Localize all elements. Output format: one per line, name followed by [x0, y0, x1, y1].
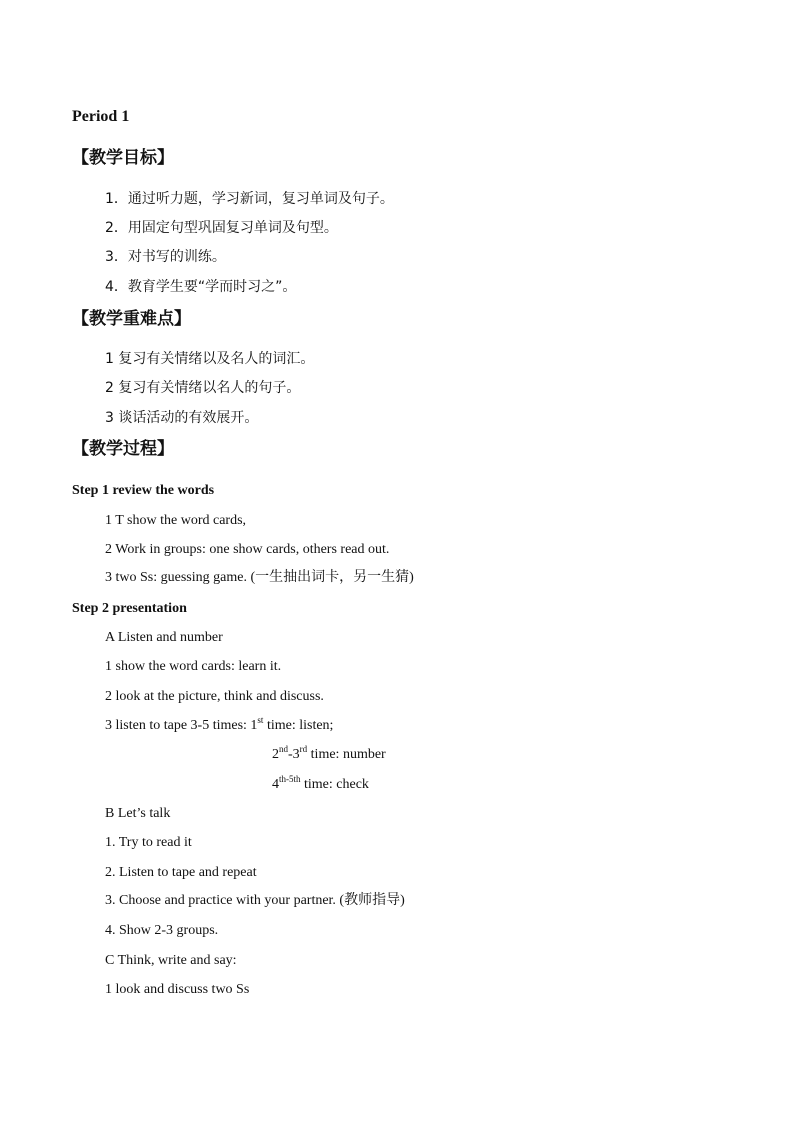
step1-item: 2 Work in groups: one show cards, others read out.: [105, 542, 390, 557]
part-a-number-line: 2nd-3rd time: number: [272, 744, 386, 762]
part-c-item: 1 look and discuss two Ss: [105, 982, 250, 997]
part-a-listen-line: 3 listen to tape 3-5 times: 1st time: listen;: [105, 715, 334, 733]
key-point-item: 2 复习有关情绪以名人的句子。: [105, 380, 301, 396]
part-c-heading: C Think, write and say:: [105, 953, 237, 968]
objective-item: 2．用固定句型巩固复习单词及句型。: [105, 220, 338, 236]
part-a-check-line: $4^{th-5th}$ time: check: [272, 774, 369, 792]
section-heading-key-points: 【教学重难点】: [72, 309, 191, 329]
part-b-item: 4. Show 2-3 groups.: [105, 923, 219, 938]
objective-item: 4．教育学生要“学而时习之”。: [105, 279, 297, 295]
period-title: Period 1: [72, 108, 130, 125]
part-a-item: 2 look at the picture, think and discuss.: [105, 689, 324, 704]
objective-item: 1．通过听力题，学习新词，复习单词及句子。: [105, 191, 394, 207]
part-b-item: 3. Choose and practice with your partner. (教师指导): [105, 893, 405, 908]
key-point-item: 3 谈话活动的有效展开。: [105, 410, 259, 426]
objective-item: 3．对书写的训练。: [105, 249, 226, 265]
part-b-heading: B Let’s talk: [105, 806, 171, 821]
section-heading-process: 【教学过程】: [72, 439, 174, 459]
step1-item: 3 two Ss: guessing game. (一生抽出词卡，另一生猜): [105, 570, 414, 585]
step1-item: 1 T show the word cards,: [105, 513, 247, 528]
step2-heading: Step 2 presentation: [72, 601, 187, 616]
step1-heading: Step 1 review the words: [72, 483, 215, 498]
part-b-item: 1. Try to read it: [105, 835, 192, 850]
key-point-item: 1 复习有关情绪以及名人的词汇。: [105, 351, 315, 367]
section-heading-objectives: 【教学目标】: [72, 148, 174, 168]
part-b-item: 2. Listen to tape and repeat: [105, 865, 257, 880]
part-a-item: 1 show the word cards: learn it.: [105, 659, 282, 674]
part-a-heading: A Listen and number: [105, 630, 223, 645]
